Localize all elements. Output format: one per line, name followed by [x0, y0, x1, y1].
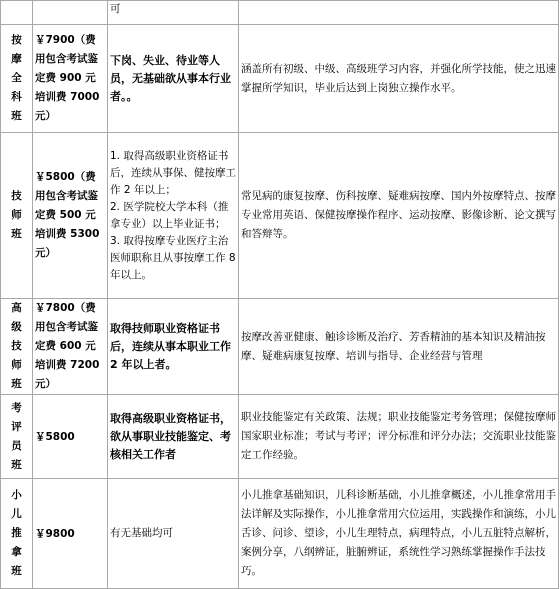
table-row-pediatric-tuina — [1, 479, 559, 589]
top-name-cell — [1, 1, 33, 25]
course-requirement: 取得高级职业资格证书，欲从事职业技能鉴定、考核相关工作者 — [108, 395, 239, 479]
course-name: 高 级 技 师 班 — [1, 299, 33, 395]
course-fee: ￥7800（费用包含考试鉴定费 600 元培训费 7200 元） — [33, 299, 108, 395]
course-requirement — [108, 133, 239, 299]
course-fee: ￥7900（费用包含考试鉴定费 900 元培训费 7000 元） — [33, 25, 108, 133]
course-content: 职业技能鉴定有关政策、法规；职业技能鉴定考务管理；保健按摩师国家职业标准；考试与考评；评分标准和评分办法；交流职业技能鉴定工作经验。 — [239, 395, 559, 479]
requirement-line: 1. 取得高级职业资格证书后，连续从事保、健按摩工作 2 年以上； — [110, 149, 236, 196]
table-row-senior-technician — [1, 299, 559, 395]
table-row-technician — [1, 133, 559, 299]
table-row-examiner — [1, 395, 559, 479]
requirement-line: 3. 取得按摩专业医疗主治医师职称且从事按摩工作 8 年以上。 — [110, 234, 236, 281]
table-row-full-course — [1, 25, 559, 133]
course-fee: ￥5800（费用包含考试鉴定费 500 元培训费 5300 元） — [33, 133, 108, 299]
course-name: 技 师 班 — [1, 133, 33, 299]
course-fee: ￥9800 — [33, 479, 108, 589]
course-requirement: 取得技师职业资格证书后，连续从事本职业工作 2 年以上者。 — [108, 299, 239, 395]
course-content: 常见病的康复按摩、伤科按摩、疑难病按摩、国内外按摩特点、按摩专业常用英语、保健按摩操作程序、运动按摩、影像诊断、论文撰写和答辩等。 — [239, 133, 559, 299]
top-fee-cell — [33, 1, 108, 25]
course-fee: ￥5800 — [33, 395, 108, 479]
course-name: 考 评 员 班 — [1, 395, 33, 479]
course-requirement: 有无基础均可 — [108, 479, 239, 589]
top-requirement-cell: 可 — [108, 1, 239, 25]
course-content: 小儿推拿基础知识，儿科诊断基础，小儿推拿概述，小儿推拿常用手法详解及实际操作，小儿推拿常用穴位运用，实践操作和演练，小儿舌诊、问诊、望诊，小儿生理特点，病理特点，小儿五脏特点解析，案例分享，八纲辨证，脏腑辨证，系统性学习熟练掌握操作手法技巧。 — [239, 479, 559, 589]
course-content: 涵盖所有初级、中级、高级班学习内容，并强化所学技能，使之迅速掌握所学知识，毕业后达到上岗独立操作水平。 — [239, 25, 559, 133]
requirement-line: 2. 医学院校大学本科（推拿专业）以上毕业证书； — [110, 200, 229, 230]
course-name: 小 儿 推 拿 班 — [1, 479, 33, 589]
course-requirement: 下岗、失业、待业等人员，无基础欲从事本行业者。。 — [108, 25, 239, 133]
top-content-cell — [239, 1, 559, 25]
course-content: 按摩改善亚健康、触诊诊断及治疗、芳香精油的基本知识及精油按摩、疑难病康复按摩、培训与指导、企业经营与管理 — [239, 299, 559, 395]
table-row-top — [1, 1, 559, 25]
course-name: 按 摩 全 科 班 — [1, 25, 33, 133]
